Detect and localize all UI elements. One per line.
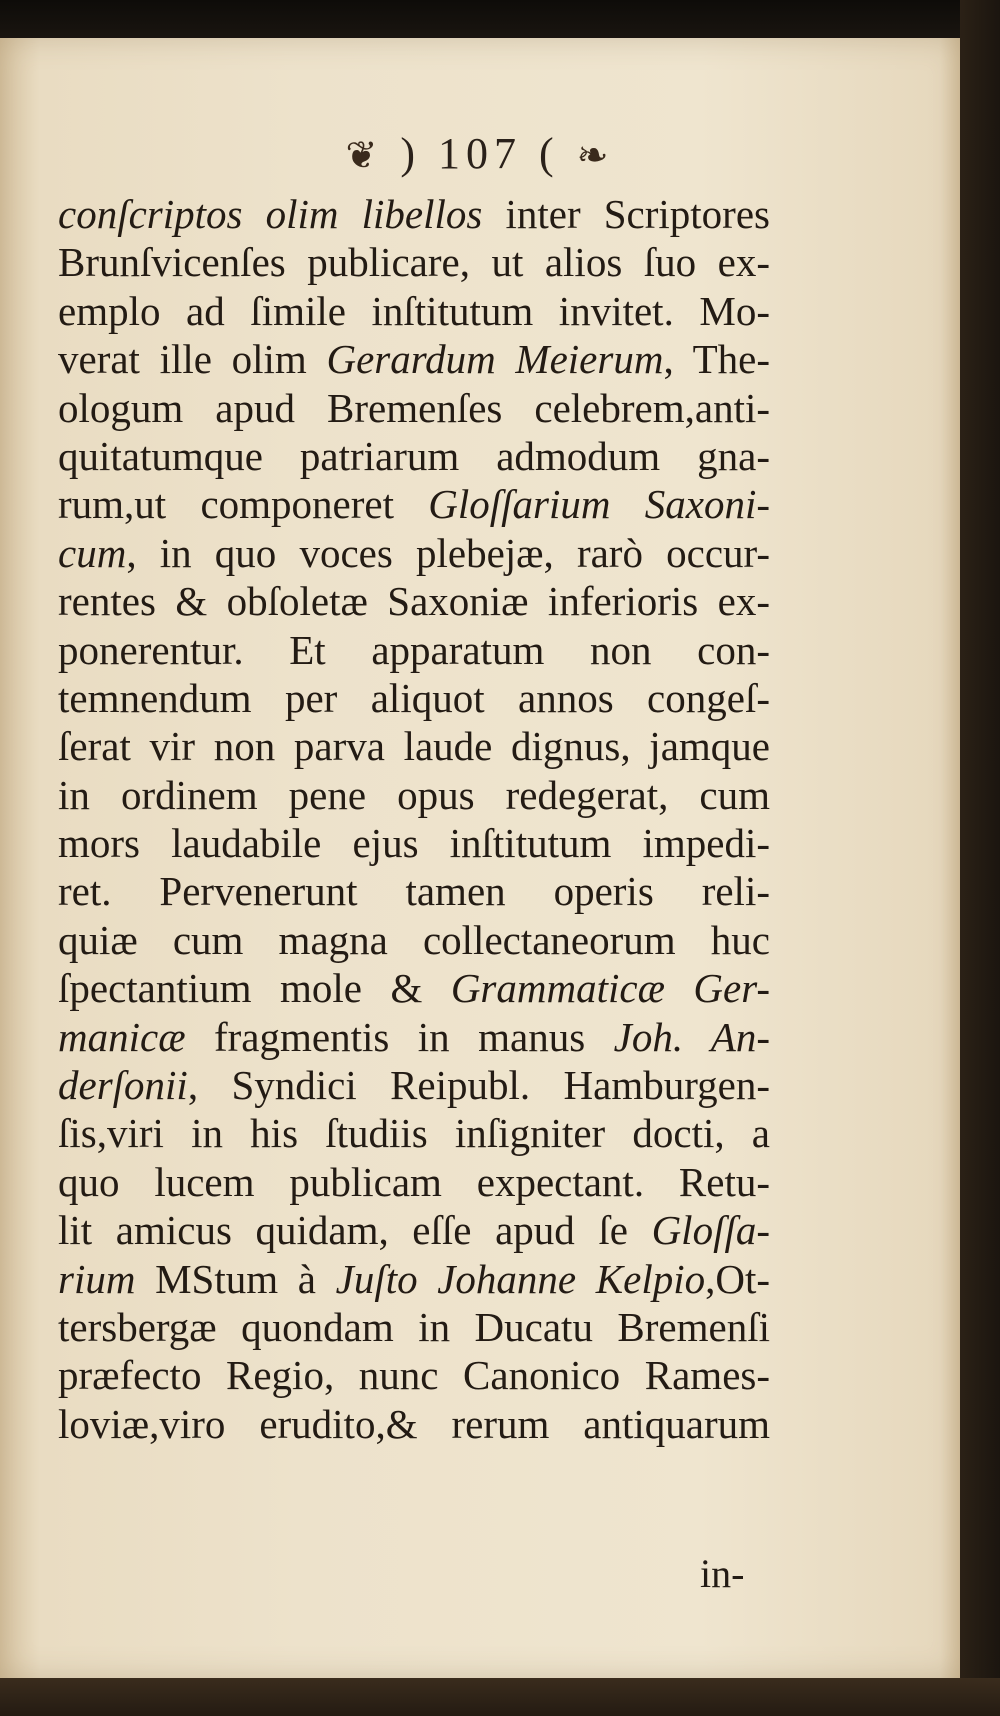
text-line xyxy=(58,1013,770,1061)
text-line xyxy=(58,1303,770,1351)
text-line xyxy=(58,771,770,819)
roman-segment: in ordinem pene opus redegerat, cum xyxy=(58,771,770,818)
text-line xyxy=(58,916,770,964)
text-line xyxy=(58,1255,770,1303)
text-line xyxy=(58,384,770,432)
italic-segment: Grammaticæ Ger- xyxy=(450,965,770,1012)
roman-segment: emplo ad ſimile inſtitutum invitet. Mo- xyxy=(58,287,770,334)
roman-segment: ſpectantium mole & xyxy=(58,965,451,1012)
text-line xyxy=(58,287,770,335)
left-ornament-icon: ❦ xyxy=(345,135,384,177)
roman-segment: ologum apud Bremenſes celebrem,anti- xyxy=(58,384,770,431)
bottom-edge-band xyxy=(0,1678,1000,1716)
text-line xyxy=(58,480,770,528)
roman-segment: quo lucem publicam expectant. Retu- xyxy=(58,1158,770,1205)
body-text xyxy=(58,190,770,1448)
text-line xyxy=(58,964,770,1012)
right-ornament-icon: ❧ xyxy=(576,135,615,177)
roman-segment: quitatumque patriarum admodum gna- xyxy=(58,432,770,479)
roman-segment: verat ille olim xyxy=(58,336,327,383)
italic-segment: conſcriptos olim libellos xyxy=(58,191,483,237)
page-header xyxy=(0,128,960,179)
roman-segment: , Syndici Reipubl. Hamburgen- xyxy=(187,1062,770,1109)
roman-segment: ponerentur. Et apparatum non con- xyxy=(58,626,770,673)
roman-segment: mors laudabile ejus inſtitutum impedi- xyxy=(58,820,770,867)
text-line xyxy=(58,1206,770,1254)
italic-segment: manicæ xyxy=(58,1013,186,1060)
text-line xyxy=(58,577,770,625)
text-line xyxy=(58,335,770,383)
text-line xyxy=(58,1109,770,1157)
roman-segment: fragmentis in manus xyxy=(185,1013,614,1060)
italic-segment: derſonii xyxy=(58,1062,188,1109)
roman-segment: , in quo voces plebejæ, rarò occur- xyxy=(126,529,770,576)
page-edge-shadow xyxy=(960,0,1000,1716)
roman-segment: inter Scriptores xyxy=(482,191,770,237)
roman-segment: ,Ot- xyxy=(705,1255,771,1302)
header-left-paren: ) xyxy=(400,129,421,178)
roman-segment: temnendum per aliquot annos congeſ- xyxy=(58,674,770,721)
italic-segment: cum xyxy=(58,529,127,576)
text-line xyxy=(58,190,770,238)
roman-segment: loviæ,viro erudito,& rerum antiquarum xyxy=(58,1400,770,1447)
italic-segment: Gloſſa- xyxy=(651,1207,770,1254)
catchword: in- xyxy=(700,1551,745,1596)
roman-segment: ret. Pervenerunt tamen operis reli- xyxy=(58,868,770,915)
roman-segment: lit amicus quidam, eſſe apud ſe xyxy=(58,1207,652,1254)
text-line xyxy=(58,529,770,577)
text-line xyxy=(58,867,770,915)
roman-segment: MStum à xyxy=(135,1255,336,1302)
text-line xyxy=(58,722,770,770)
page-number: 107 xyxy=(438,129,522,178)
roman-segment: Brunſvicenſes publicare, ut alios ſuo ex- xyxy=(58,239,770,286)
roman-segment: præfecto Regio, nunc Canonico Rames- xyxy=(58,1352,770,1399)
roman-segment: quiæ cum magna collectaneorum huc xyxy=(58,916,770,963)
text-line xyxy=(58,1061,770,1109)
roman-segment: rum,ut componeret xyxy=(58,481,429,528)
text-line xyxy=(58,1400,770,1448)
roman-segment: ſis,viri in his ſtudiis inſigniter docti, a xyxy=(58,1110,770,1157)
text-line xyxy=(58,1351,770,1399)
italic-segment: Juſto Johanne Kelpio xyxy=(335,1255,706,1302)
text-line xyxy=(58,674,770,722)
roman-segment: tersbergæ quondam in Ducatu Bremenſi xyxy=(58,1303,770,1350)
italic-segment: Gloſſarium Saxoni- xyxy=(428,481,770,528)
italic-segment: rium xyxy=(58,1255,136,1302)
roman-segment: rentes & obſoletæ Saxoniæ inferioris ex- xyxy=(58,578,770,625)
roman-segment: ſerat vir non parva laude dignus, jamque xyxy=(58,723,770,770)
text-line xyxy=(58,1158,770,1206)
header-right-paren: ( xyxy=(539,129,560,178)
text-line xyxy=(58,432,770,480)
roman-segment: , The- xyxy=(663,336,771,383)
italic-segment: Gerardum Meierum xyxy=(326,336,664,383)
text-line xyxy=(58,626,770,674)
italic-segment: Joh. An- xyxy=(613,1013,770,1060)
text-line xyxy=(58,819,770,867)
text-line xyxy=(58,238,770,286)
